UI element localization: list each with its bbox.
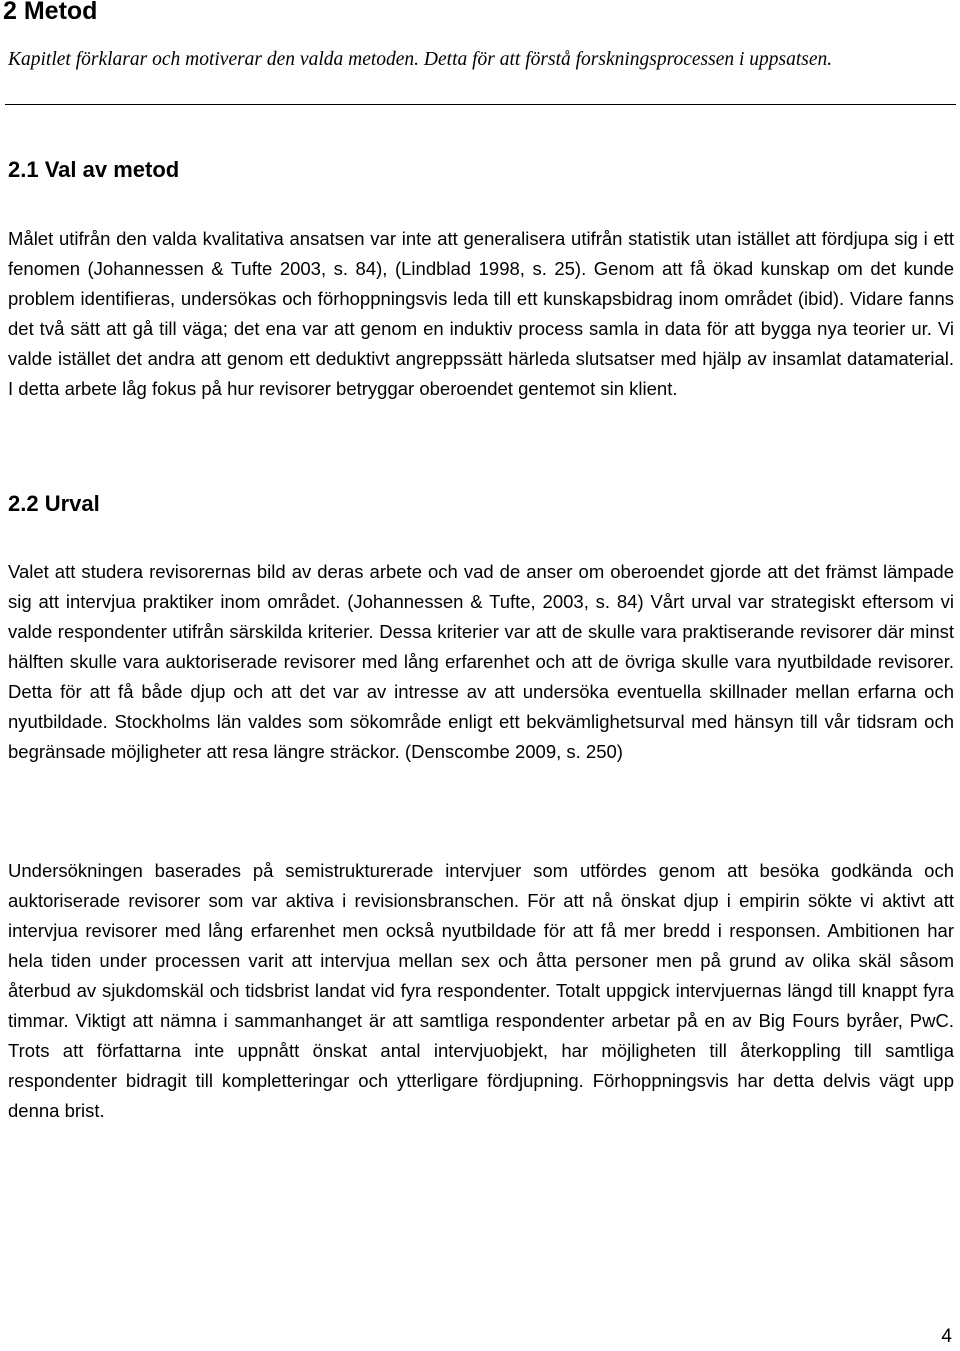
paragraph-val-av-metod: Målet utifrån den valda kvalitativa ansatsen var inte att generalisera utifrån statistik utan istället att fördjupa sig i ett fenomen (Johannessen & Tufte 2003, s. 84), (Lindblad 1998, s. 25). Genom att få ökad kunskap om det kunde problem identifieras, undersökas och förhoppningsvis leda till ett kunskapsbidrag inom området (ibid). Vidare fanns det två sätt att gå till väga; det ena var att genom en induktiv process samla in data för att bygga nya teorier ur. Vi valde istället det andra att genom ett deduktivt angreppssätt härleda slutsatser med hjälp av insamlat datamaterial. I detta arbete låg fokus på hur revisorer betryggar oberoendet gentemot sin klient. [8,228,954,399]
horizontal-rule [5,104,956,105]
chapter-intro: Kapitlet förklarar och motiverar den valda metoden. Detta för att förstå forskningsprocessen i uppsatsen. [8,49,833,70]
page-number: 4 [941,1326,952,1347]
paragraph-urval-1: Valet att studera revisorernas bild av deras arbete och vad de anser om oberoendet gjorde att det främst lämpade sig att intervjua praktiker inom området. (Johannessen & Tufte, 2003, s. 84) Vårt urval var strategiskt eftersom vi valde respondenter utifrån särskilda kriterier. Dessa kriterier var att de skulle vara praktiserande revisorer där minst hälften skulle vara auktoriserade revisorer med lång erfarenhet och att de övriga skulle vara nyutbildade revisorer. Detta för att få både djup och att det var av intresse av att undersöka eventuella skillnader mellan erfarna och nyutbildade. Stockholms län valdes som sökområde enligt ett bekvämlighetsurval med hänsyn till vår tidsram och begränsade möjligheter att resa längre sträckor. (Denscombe 2009, s. 250) [8,561,954,762]
section-heading-urval: 2.2 Urval [8,491,100,516]
chapter-heading: 2 Metod [3,0,98,25]
paragraph-urval-2: Undersökningen baserades på semistrukturerade intervjuer som utfördes genom att besöka godkända och auktoriserade revisorer som var aktiva i revisionsbranschen. För att nå önskat djup i empirin sökte vi aktivt att intervjua revisorer med lång erfarenhet men också nyutbildade för att få mer bredd i responsen. Ambitionen har hela tiden under processen varit att intervjua mellan sex och åtta personer men på grund av olika skäl såsom återbud av sjukdomskäl och tidsbrist landat vid fyra respondenter. Totalt uppgick intervjuernas längd till knappt fyra timmar. Viktigt att nämna i sammanhanget är att samtliga respondenter arbetar på en av Big Fours byråer, PwC. Trots att författarna inte uppnått önskat antal intervjuobjekt, har möjligheten till återkoppling till samtliga respondenter bidragit till kompletteringar och ytterligare fördjupning. Förhoppningsvis har detta delvis vägt upp denna brist. [8,860,954,1121]
section-heading-val-av-metod: 2.1 Val av metod [8,157,180,182]
